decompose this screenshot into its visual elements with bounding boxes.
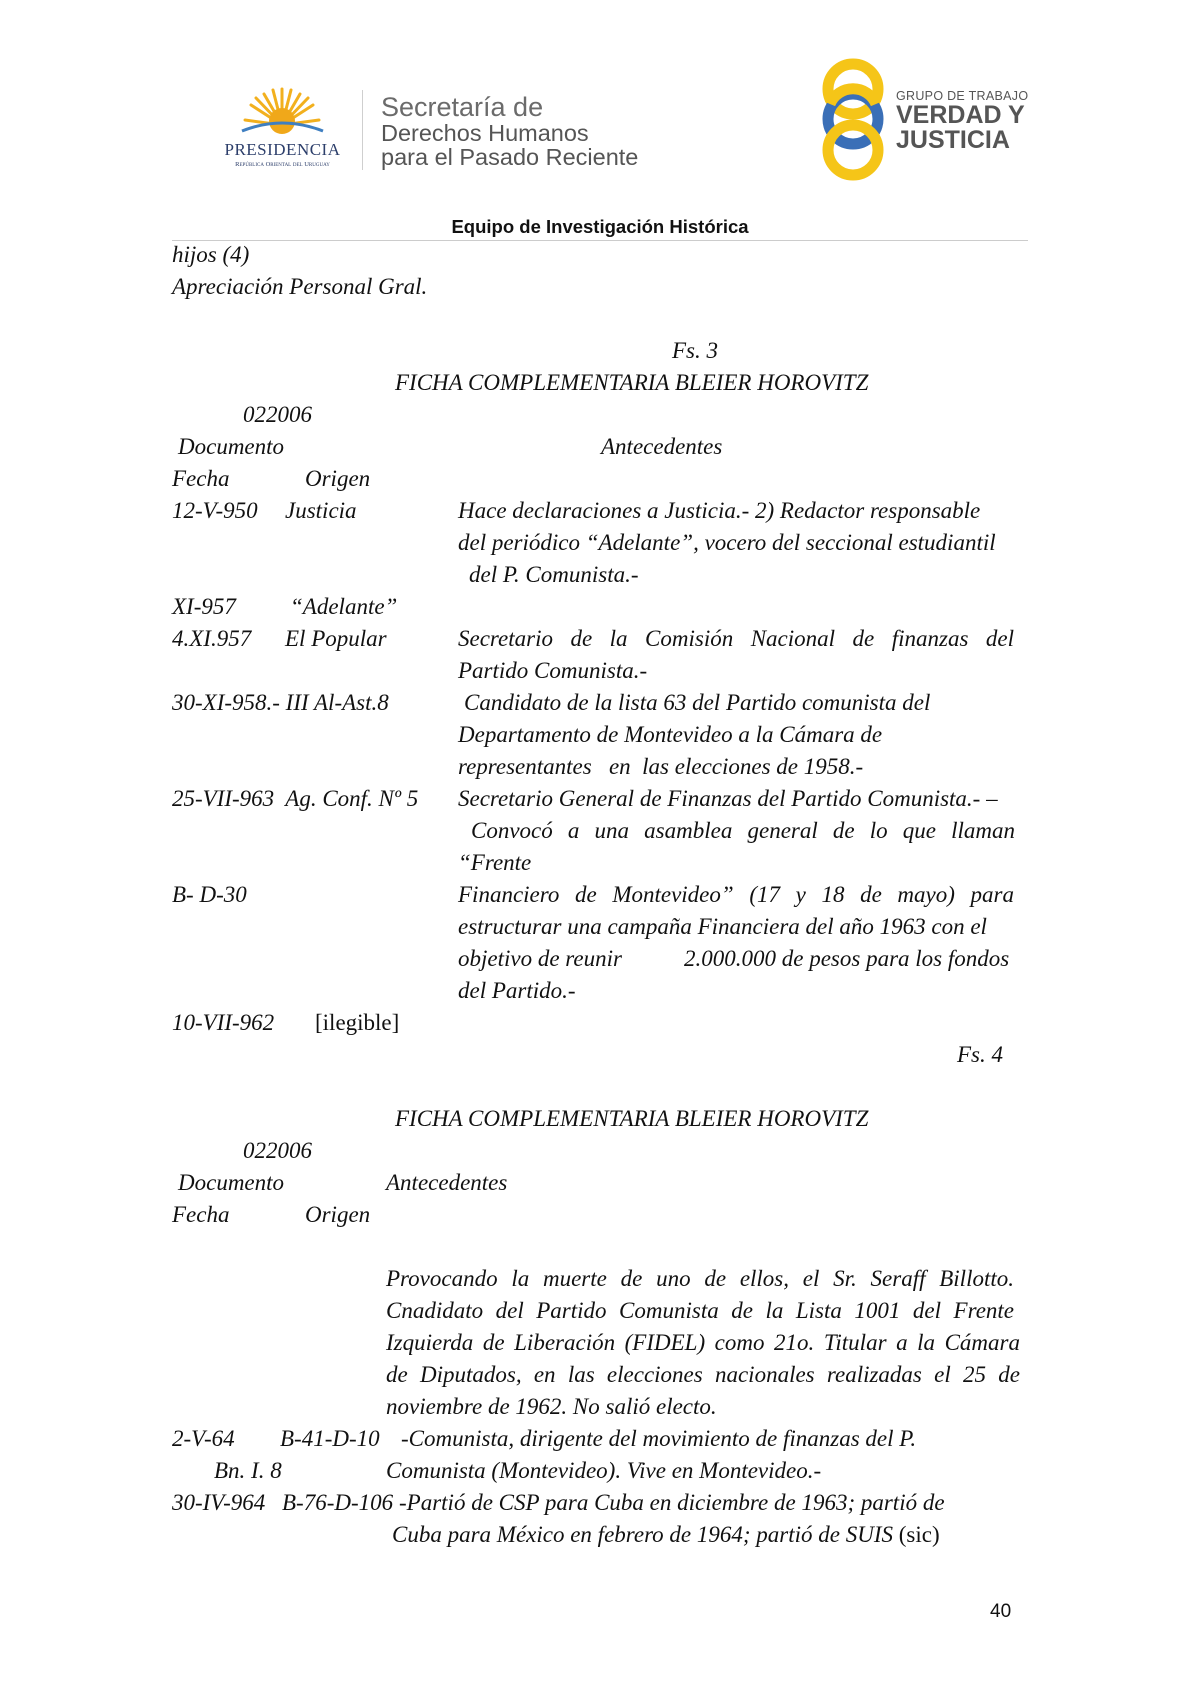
row3-text-1: Secretario de la Comisión Nacional de finanzas del bbox=[458, 626, 1014, 651]
row1-origin: Justicia bbox=[285, 498, 357, 523]
s2-row1-text: -Comunista, dirigente del movimiento de finanzas del P. bbox=[401, 1426, 917, 1451]
logo-divider bbox=[362, 90, 363, 170]
row7-date: 10-VII-962 bbox=[172, 1010, 275, 1035]
section1-col-antecedentes: Antecedentes bbox=[601, 434, 723, 459]
row2-date: XI-957 bbox=[172, 594, 236, 619]
s2-row1-origin: B-41-D-10 bbox=[280, 1426, 380, 1451]
grupo-verdad-justicia-logo bbox=[818, 57, 1028, 182]
section2-paragraph-4: de Diputados, en las elecciones nacionales realizadas el 25 de bbox=[386, 1362, 1020, 1387]
folio-fs4: Fs. 4 bbox=[957, 1042, 1003, 1067]
s2-row3-text2-main: Cuba para México en febrero de 1964; partió de SUIS bbox=[392, 1522, 894, 1547]
section2-paragraph-5: noviembre de 1962. No salió electo. bbox=[386, 1394, 717, 1419]
row3-text-2: Partido Comunista.- bbox=[458, 658, 648, 683]
intro-line-2: Apreciación Personal Gral. bbox=[172, 274, 428, 299]
section2-paragraph-1: Provocando la muerte de uno de ellos, el Sr. Seraff Billotto. bbox=[386, 1266, 1014, 1291]
section2-title: FICHA COMPLEMENTARIA BLEIER HOROVITZ bbox=[395, 1106, 869, 1131]
rings-icon bbox=[818, 57, 888, 182]
row3-date: 4.XI.957 bbox=[172, 626, 252, 651]
row6-text-4: del Partido.- bbox=[458, 978, 576, 1003]
grupo-line3: JUSTICIA bbox=[896, 126, 1010, 154]
s2-row3-sic: (sic) bbox=[898, 1522, 940, 1547]
section2-col-documento: Documento bbox=[178, 1170, 285, 1195]
row4-text-3: representantes en las elecciones de 1958.- bbox=[458, 754, 864, 779]
row1-text-3: del P. Comunista.- bbox=[469, 562, 639, 587]
grupo-line1: GRUPO DE TRABAJO bbox=[896, 89, 1029, 103]
row5-date: 25-VII-963 Ag. Conf. Nº 5 bbox=[172, 786, 419, 811]
header-rule bbox=[172, 240, 1028, 241]
section1-col-origen: Origen bbox=[305, 466, 371, 491]
s2-row3-date: 30-IV-964 bbox=[172, 1490, 266, 1515]
section2-col-fecha: Fecha bbox=[172, 1202, 230, 1227]
row6-date: B- D-30 bbox=[172, 882, 247, 907]
row1-text-2: del periódico “Adelante”, vocero del seccional estudiantil bbox=[458, 530, 996, 555]
row7-origin: [ilegible] bbox=[315, 1010, 400, 1035]
row5-text-2: Convocó a una asamblea general de lo que llaman bbox=[471, 818, 1015, 843]
presidencia-logo bbox=[205, 85, 360, 175]
row6-text-2: estructurar una campaña Financiera del año 1963 con el bbox=[458, 914, 987, 939]
s2-row2-origin: Bn. I. 8 bbox=[214, 1458, 282, 1483]
s2-row3-text2 bbox=[392, 1519, 940, 1551]
section1-col-fecha: Fecha bbox=[172, 466, 230, 491]
section2-paragraph-3: Izquierda de Liberación (FIDEL) como 21o. Titular a la Cámara bbox=[386, 1330, 1020, 1355]
secretaria-line3: para el Pasado Reciente bbox=[381, 144, 639, 170]
section2-code: 022006 bbox=[243, 1138, 312, 1163]
team-heading: Equipo de Investigación Histórica bbox=[451, 216, 749, 237]
presidencia-sub: República Oriental del Uruguay bbox=[235, 161, 330, 168]
row6-text-1: Financiero de Montevideo” (17 y 18 de mayo) para bbox=[458, 882, 1014, 907]
secretaria-line1: Secretaría de bbox=[381, 92, 544, 122]
row2-origin: “Adelante” bbox=[290, 594, 398, 619]
row4-date: 30-XI-958.- III Al-Ast.8 bbox=[172, 690, 389, 715]
section1-col-documento: Documento bbox=[178, 434, 285, 459]
intro-line-1: hijos (4) bbox=[172, 242, 250, 267]
secretaria-line2: Derechos Humanos bbox=[381, 120, 589, 146]
s2-row3-origin: B-76-D-106 bbox=[282, 1490, 394, 1515]
section2-col-origen: Origen bbox=[305, 1202, 371, 1227]
row6-text-3a: objetivo de reunir bbox=[458, 946, 622, 971]
row4-text-1: Candidato de la lista 63 del Partido comunista del bbox=[464, 690, 931, 715]
grupo-line2: VERDAD Y bbox=[896, 101, 1025, 129]
presidencia-name: PRESIDENCIA bbox=[224, 140, 341, 159]
row3-origin: El Popular bbox=[285, 626, 387, 651]
row5-text-3: “Frente bbox=[458, 850, 532, 875]
s2-row2-text: Comunista (Montevideo). Vive en Montevideo.- bbox=[386, 1458, 822, 1483]
row5-text-1: Secretario General de Finanzas del Partido Comunista.- – bbox=[458, 786, 998, 811]
s2-row1-date: 2-V-64 bbox=[172, 1426, 235, 1451]
section2-paragraph-2: Cnadidato del Partido Comunista de la Lista 1001 del Frente bbox=[386, 1298, 1014, 1323]
section1-title: FICHA COMPLEMENTARIA BLEIER HOROVITZ bbox=[395, 370, 869, 395]
row6-text-3b: 2.000.000 de pesos para los fondos bbox=[684, 946, 1010, 971]
secretaria-logo bbox=[381, 93, 638, 169]
sun-icon bbox=[240, 85, 325, 135]
row4-text-2: Departamento de Montevideo a la Cámara de bbox=[458, 722, 883, 747]
section1-code: 022006 bbox=[243, 402, 312, 427]
page-number: 40 bbox=[990, 1601, 1012, 1622]
row1-date: 12-V-950 bbox=[172, 498, 258, 523]
folio-fs3: Fs. 3 bbox=[672, 338, 718, 363]
section2-col-antecedentes: Antecedentes bbox=[386, 1170, 508, 1195]
row1-text-1: Hace declaraciones a Justicia.- 2) Redactor responsable bbox=[458, 498, 981, 523]
s2-row3-text: -Partió de CSP para Cuba en diciembre de 1963; partió de bbox=[399, 1490, 945, 1515]
